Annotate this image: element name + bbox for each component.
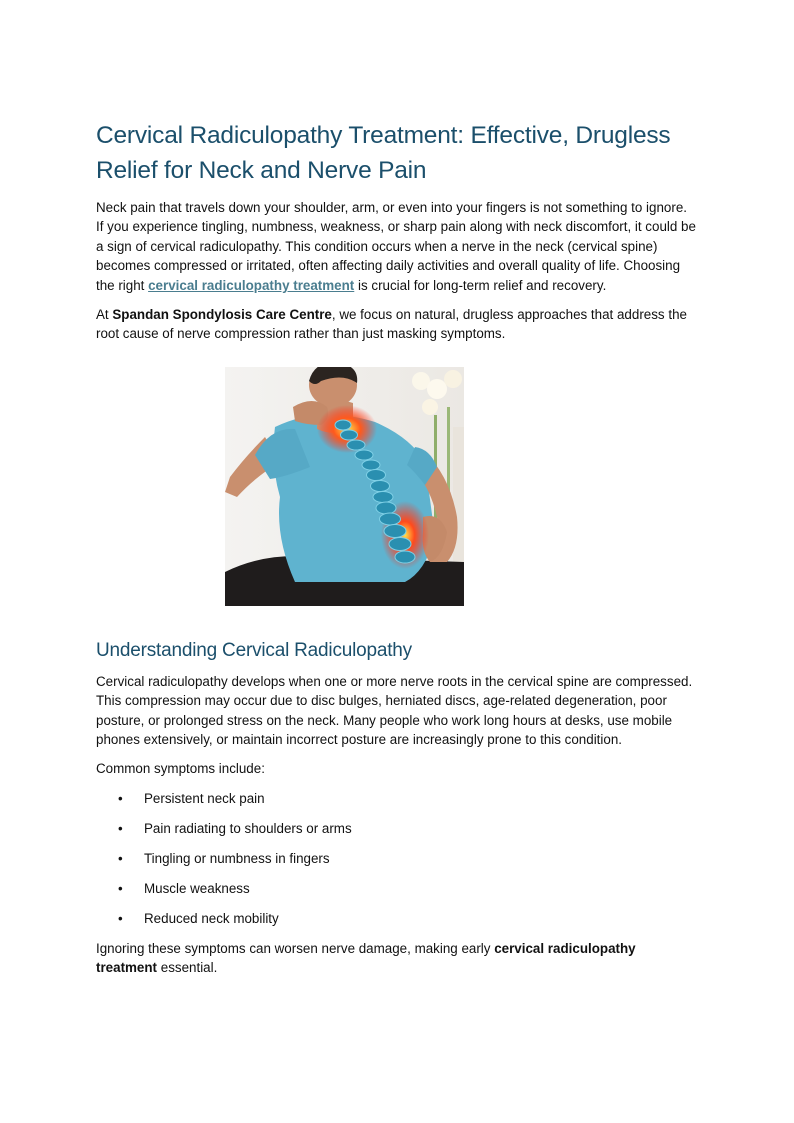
intro-text-after-link: is crucial for long-term relief and recovery. (354, 277, 607, 293)
list-item: • Muscle weakness (96, 879, 698, 898)
list-item: • Persistent neck pain (96, 789, 698, 808)
section-paragraph: Cervical radiculopathy develops when one or more nerve roots in the cervical spine are compressed. This compression may occur due to disc bulges, herniated discs, age-related degeneration, poor posture, or prolonged stress on the neck. Many people who work long hours at desks, use mobile phones extensively, or maintain incorrect posture are increasingly prone to this condition. (96, 673, 693, 748)
symptoms-intro: Common symptoms include: (96, 761, 265, 777)
closing-paragraph (96, 939, 698, 978)
centre-suffix: , we focus on natural, drugless approaches that address the root cause of nerve compression rather than just masking symptoms. (96, 307, 687, 342)
intro-text-before-link: Neck pain that travels down your shoulder, arm, or even into your fingers is not something to ignore. If you experience tingling, numbness, weakness, or sharp pain along with neck discomfort, it could be a sign of cervical radiculopathy. This condition occurs when a nerve in the neck (cervical spine) becomes compressed or irritated, often affecting daily activities and overall quality of life. Choosing the right (96, 200, 696, 293)
document-page (96, 118, 698, 988)
closing-after: essential. (157, 960, 218, 976)
section-spacer (96, 606, 698, 638)
closing-bold: cervical radiculopathy treatment (96, 940, 636, 976)
closing-before: Ignoring these symptoms can worsen nerve damage, making early (96, 940, 495, 956)
list-item: • Reduced neck mobility (96, 909, 698, 928)
neck-pain-illustration (225, 367, 464, 606)
list-item: • Tingling or numbness in fingers (96, 849, 698, 868)
page-title: Cervical Radiculopathy Treatment: Effective, Drugless Relief for Neck and Nerve Pain (96, 122, 671, 184)
symptoms-list (96, 789, 698, 928)
section-heading: Understanding Cervical Radiculopathy (96, 639, 412, 661)
treatment-link[interactable]: cervical radiculopathy treatment (148, 277, 355, 293)
centre-prefix: At (96, 307, 113, 323)
list-item: • Pain radiating to shoulders or arms (96, 819, 698, 838)
centre-paragraph (96, 305, 698, 344)
centre-name: Spandan Spondylosis Care Centre (112, 307, 332, 323)
intro-paragraph (96, 198, 698, 295)
